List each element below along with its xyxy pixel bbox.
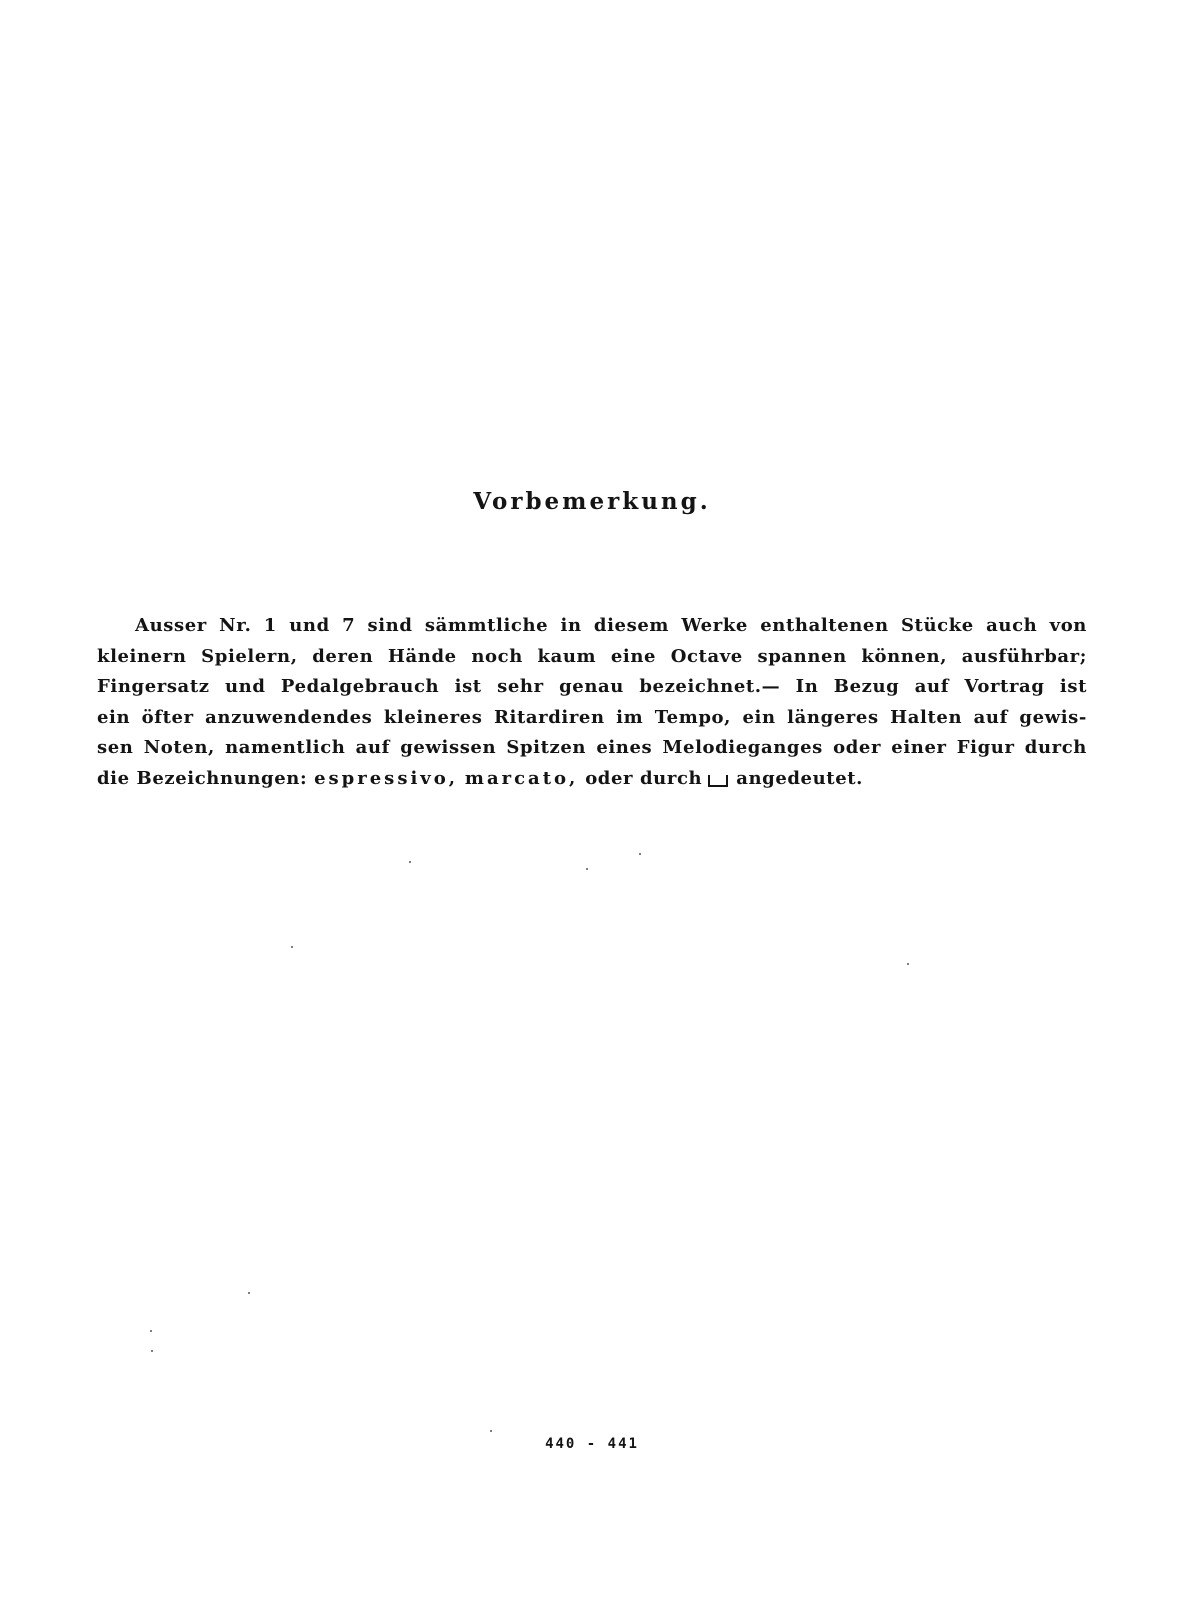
paragraph-line: Ausser Nr. 1 und 7 sind sämmtliche in diesem Werke enthaltenen Stücke auch von: [135, 615, 1087, 636]
scan-speck: [248, 1292, 250, 1294]
last-line-prefix: die Bezeichnungen:: [97, 767, 308, 789]
scan-speck: [291, 946, 293, 948]
plate-number: 440 - 441: [545, 1436, 639, 1452]
scan-speck: [150, 1330, 152, 1332]
paragraph-line: ein öfter anzuwendendes kleineres Ritardiren im Tempo, ein längeres Halten auf gewis-: [97, 706, 1087, 728]
scan-speck: [490, 1430, 492, 1432]
last-line-suffix: angedeutet.: [736, 767, 864, 789]
tenuto-bracket-icon: [708, 775, 728, 787]
preface-paragraph: [97, 611, 1087, 795]
term-espressivo: espressivo,: [314, 767, 459, 789]
paragraph-last-line: [97, 764, 1087, 795]
scan-speck: [151, 1350, 153, 1352]
scan-speck: [639, 853, 641, 855]
last-line-middle: oder durch: [585, 767, 703, 789]
paragraph-line: kleinern Spielern, deren Hände noch kaum eine Octave spannen können, ausführbar;: [97, 645, 1087, 667]
scan-speck: [586, 868, 588, 870]
term-marcato: marcato,: [464, 767, 579, 789]
paragraph-line: sen Noten, namentlich auf gewissen Spitzen eines Melodieganges oder einer Figur durch: [97, 737, 1087, 759]
scan-speck: [409, 861, 411, 863]
paragraph-line: Fingersatz und Pedalgebrauch ist sehr genau bezeichnet.— In Bezug auf Vortrag ist: [97, 676, 1087, 698]
scan-speck: [907, 963, 909, 965]
page-title: Vorbemerkung.: [473, 488, 711, 515]
